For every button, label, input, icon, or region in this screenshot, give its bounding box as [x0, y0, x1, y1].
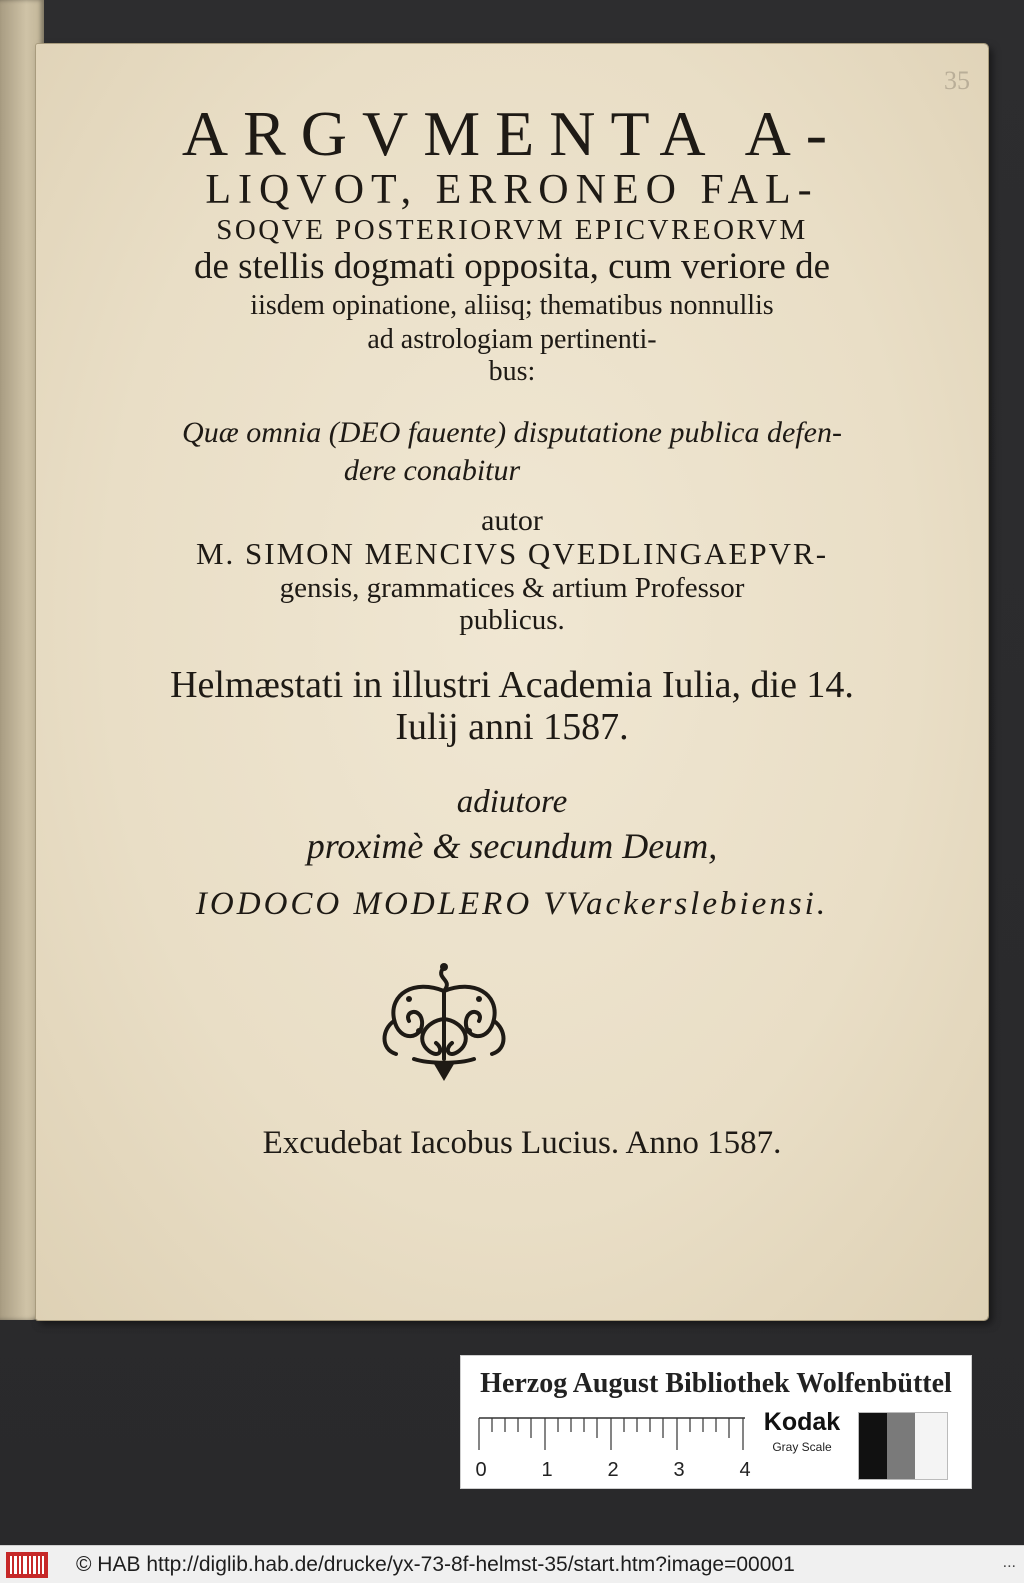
author-name: M. SIMON MENCIVS QVEDLINGAEPVR-: [195, 536, 829, 571]
scale-number: 2: [607, 1459, 619, 1481]
scale-number: 0: [475, 1459, 487, 1481]
barcode-icon: [6, 1552, 48, 1578]
helper-name: IODOCO MODLERO VVackerslebiensi.: [195, 886, 829, 922]
scale-number: 3: [673, 1459, 685, 1481]
imprint-line: Excudebat Iacobus Lucius. Anno 1587.: [262, 1125, 782, 1161]
title-line-2: LIQVOT, ERRONEO FAL-: [205, 167, 819, 213]
library-name: Herzog August Bibliothek Wolfenbüttel: [480, 1368, 952, 1399]
gray-scale-label: Gray Scale: [772, 1440, 832, 1454]
swatch-gray: [887, 1413, 915, 1479]
title-line-3: SOQVE POSTERIORVM EPICVREORVM: [216, 214, 808, 246]
scale-number: 1: [541, 1459, 553, 1481]
title-line-4: de stellis dogmati opposita, cum veriore de: [193, 246, 831, 287]
more-options-icon[interactable]: ...: [1002, 1554, 1016, 1571]
fleuron-ornament-icon: [374, 959, 514, 1084]
author-title-1: gensis, grammatices & artium Professor: [279, 572, 745, 604]
calibration-card: [461, 1356, 971, 1488]
ruler-scale: [475, 1408, 765, 1486]
book-page: [36, 44, 988, 1320]
gray-swatches: [858, 1412, 948, 1480]
helper-line: proximè & secundum Deum,: [306, 826, 718, 866]
title-line-6: ad astrologiam pertinenti-: [367, 324, 657, 355]
kodak-logo: Kodak: [763, 1408, 841, 1436]
place-line-2: Iulij anni 1587.: [395, 706, 629, 748]
intro-line-2: dere conabitur: [343, 454, 521, 487]
page-number: 35: [944, 66, 970, 95]
intro-line-1: Quæ omnia (DEO fauente) disputatione publica defen-: [182, 416, 842, 449]
swatch-black: [859, 1413, 887, 1479]
swatch-white: [915, 1413, 947, 1479]
author-label: autor: [481, 504, 543, 537]
place-line-1: Helmæstati in illustri Academia Iulia, die 14.: [170, 664, 854, 706]
status-bar: [0, 1545, 1024, 1583]
title-line-5: iisdem opinatione, aliisq; thematibus nonnullis: [250, 290, 774, 321]
scale-number: 4: [739, 1459, 751, 1481]
title-line-7: bus:: [488, 356, 536, 387]
helper-label: adiutore: [456, 784, 568, 820]
title-line-1: ARGVMENTA A-: [181, 98, 843, 169]
author-title-2: publicus.: [459, 604, 565, 636]
copyright-url[interactable]: © HAB http://diglib.hab.de/drucke/yx-73-8f-helmst-35/start.htm?image=00001: [76, 1553, 795, 1576]
